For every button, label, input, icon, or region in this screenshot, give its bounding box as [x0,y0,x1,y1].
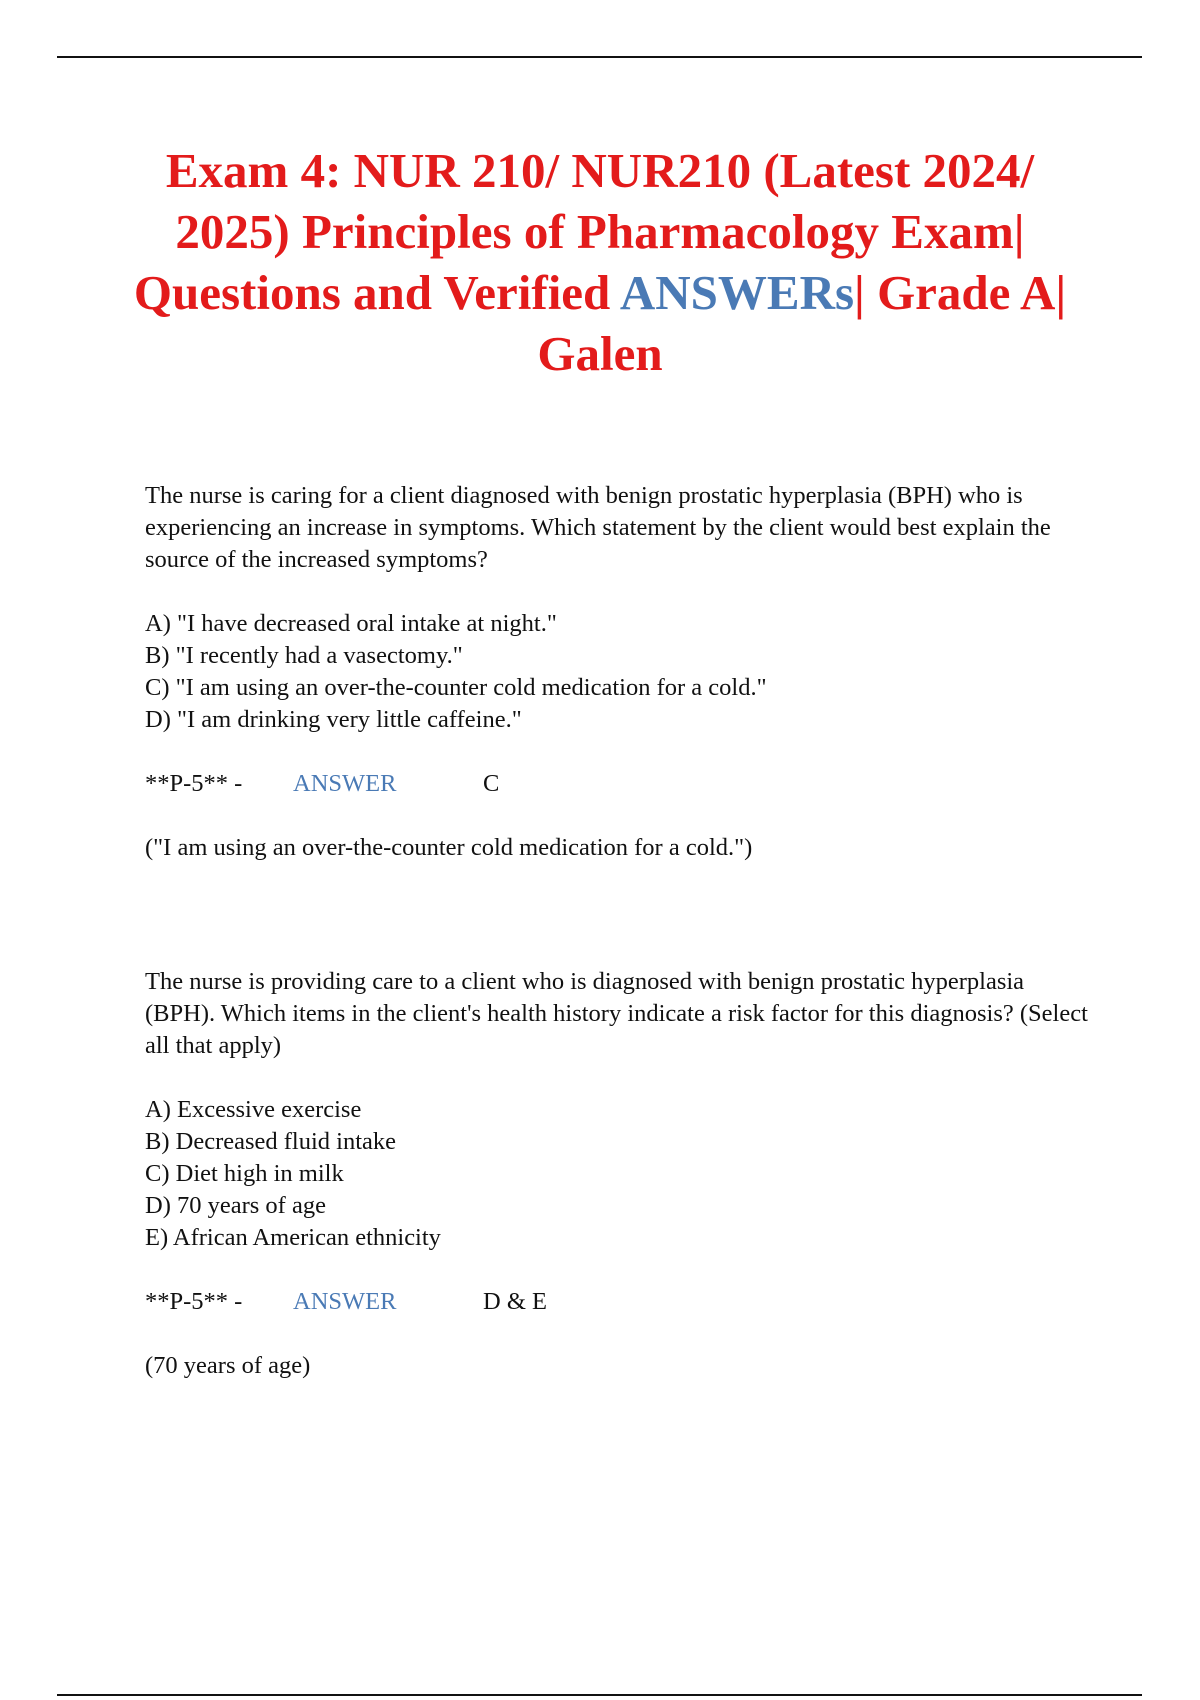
document-title [120,140,1080,384]
answer-line [145,1286,1100,1318]
option-b: B) "I recently had a vasectomy." [145,642,463,669]
option-a: A) Excessive exercise [145,1096,362,1123]
question-stem: The nurse is providing care to a client who is diagnosed with benign prostatic hyperplasia (BPH). Which items in the client's health history indicate a risk factor for this diagnosis? (Select all that apply) [145,968,1088,1059]
answer-label: ANSWER [293,770,397,797]
top-divider [57,56,1142,58]
answer-label: ANSWER [293,1288,397,1315]
bottom-divider [57,1694,1142,1696]
question-code: **P-5** - [145,1288,243,1315]
option-a: A) "I have decreased oral intake at night." [145,610,557,637]
answer-line [145,768,1100,800]
answer-explanation: (70 years of age) [145,1352,311,1379]
answer-value: C [483,770,500,797]
title-text-part1: Exam 4: NUR 210/ NUR210 (Latest 2024/ 2025) Principles of Pharmacology Exam| Questions and Verified [133,143,1035,320]
option-c: C) Diet high in milk [145,1160,344,1187]
question-block-1 [145,480,1100,864]
title-text-part2: | Grade A| Galen [537,265,1067,381]
title-accent-text: ANSWERs [619,265,855,320]
answer-value: D & E [483,1288,547,1315]
answer-explanation: ("I am using an over-the-counter cold medication for a cold.") [145,834,753,861]
option-e: E) African American ethnicity [145,1224,441,1251]
answer-options [145,608,1100,736]
answer-options [145,1094,1100,1254]
question-stem: The nurse is caring for a client diagnosed with benign prostatic hyperplasia (BPH) who is experiencing an increase in symptoms. Which statement by the client would best explain the source of the increased symptoms? [145,482,1051,573]
question-block-2 [145,966,1100,1382]
question-code: **P-5** - [145,770,243,797]
option-b: B) Decreased fluid intake [145,1128,397,1155]
option-c: C) "I am using an over-the-counter cold medication for a cold." [145,674,767,701]
option-d: D) "I am drinking very little caffeine." [145,706,522,733]
option-d: D) 70 years of age [145,1192,326,1219]
